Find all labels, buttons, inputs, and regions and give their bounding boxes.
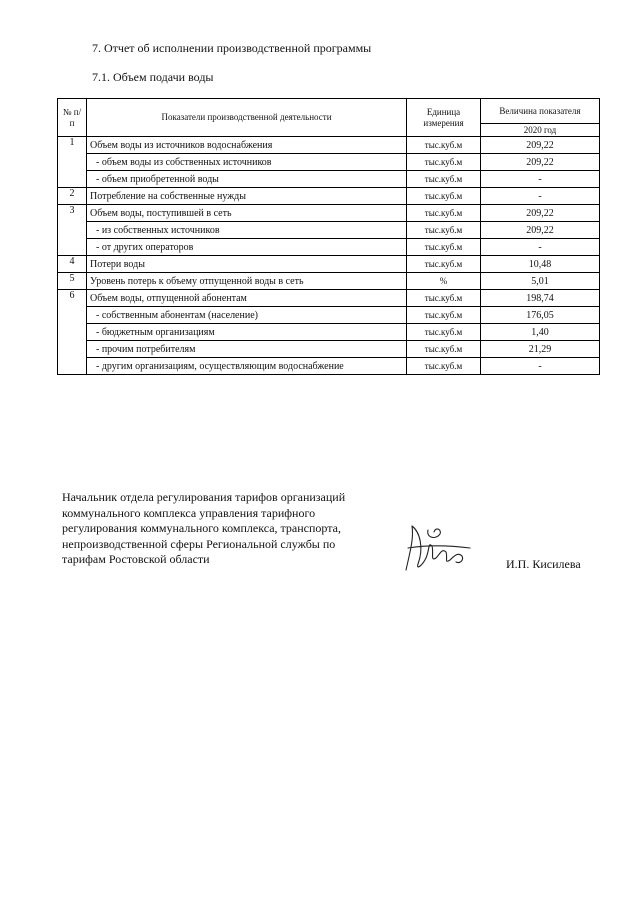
unit-cell: тыс.куб.м xyxy=(407,171,481,188)
indicator-name: - из собственных источников xyxy=(87,222,407,239)
indicator-name: Объем воды, отпущенной абонентам xyxy=(87,290,407,307)
value-cell: 176,05 xyxy=(481,307,600,324)
indicator-name: - объем приобретенной воды xyxy=(87,171,407,188)
row-number: 5 xyxy=(58,273,87,290)
signer-name: И.П. Кисилева xyxy=(506,557,581,571)
table-row xyxy=(58,137,600,154)
header-year: 2020 год xyxy=(481,124,600,137)
value-cell: 1,40 xyxy=(481,324,600,341)
position-line: регулирования коммунального комплекса, транспорта, xyxy=(62,521,341,535)
table-row xyxy=(58,307,600,324)
table-body xyxy=(58,137,600,375)
table-row xyxy=(58,256,600,273)
value-cell: 209,22 xyxy=(481,154,600,171)
unit-cell: тыс.куб.м xyxy=(407,239,481,256)
value-cell: 10,48 xyxy=(481,256,600,273)
unit-cell: тыс.куб.м xyxy=(407,188,481,205)
indicator-name: Уровень потерь к объему отпущенной воды в сеть xyxy=(87,273,407,290)
table-row xyxy=(58,222,600,239)
table-row xyxy=(58,171,600,188)
indicator-name: - объем воды из собственных источников xyxy=(87,154,407,171)
value-cell: 209,22 xyxy=(481,222,600,239)
value-cell: 198,74 xyxy=(481,290,600,307)
unit-cell: тыс.куб.м xyxy=(407,137,481,154)
table-row xyxy=(58,358,600,375)
unit-cell: тыс.куб.м xyxy=(407,341,481,358)
table-row xyxy=(58,239,600,256)
unit-cell: тыс.куб.м xyxy=(407,222,481,239)
value-cell: 21,29 xyxy=(481,341,600,358)
table-row xyxy=(58,205,600,222)
position-line: непроизводственной сферы Региональной службы по xyxy=(62,536,336,551)
indicator-name: Объем воды, поступившей в сеть xyxy=(87,205,407,222)
indicator-name: Потребление на собственные нужды xyxy=(87,188,407,205)
header-unit: Единица измерения xyxy=(407,99,481,137)
subsection-title: 7.1. Объем подачи воды xyxy=(92,70,214,84)
indicator-name: - собственным абонентам (население) xyxy=(87,307,407,324)
position-line: тарифам Ростовской области xyxy=(62,552,210,566)
header-indicator: Показатели производственной деятельности xyxy=(87,99,407,137)
unit-cell: тыс.куб.м xyxy=(407,256,481,273)
table-row xyxy=(58,324,600,341)
position-line: коммунального комплекса управления тарифного xyxy=(62,505,316,520)
table-row xyxy=(58,273,600,290)
indicator-name: - другим организациям, осуществляющим водоснабжение xyxy=(87,358,407,375)
row-number: 2 xyxy=(58,188,87,205)
value-cell: - xyxy=(481,239,600,256)
unit-cell: тыс.куб.м xyxy=(407,358,481,375)
indicator-name: - бюджетным организациям xyxy=(87,324,407,341)
unit-cell: % xyxy=(407,273,481,290)
value-cell: 209,22 xyxy=(481,205,600,222)
value-cell: - xyxy=(481,171,600,188)
indicator-name: Потери воды xyxy=(87,256,407,273)
water-supply-table xyxy=(57,98,600,375)
unit-cell: тыс.куб.м xyxy=(407,205,481,222)
indicator-name: - прочим потребителям xyxy=(87,341,407,358)
signatory-position xyxy=(62,490,382,568)
header-value: Величина показателя xyxy=(481,99,600,124)
table-row xyxy=(58,290,600,307)
row-number: 6 xyxy=(58,290,87,375)
header-num: № п/п xyxy=(58,99,87,137)
indicator-name: - от других операторов xyxy=(87,239,407,256)
value-cell: 5,01 xyxy=(481,273,600,290)
unit-cell: тыс.куб.м xyxy=(407,154,481,171)
table-row xyxy=(58,188,600,205)
handwritten-signature xyxy=(400,518,480,578)
position-line: Начальник отдела регулирования тарифов организаций xyxy=(62,490,346,504)
row-number: 4 xyxy=(58,256,87,273)
value-cell: - xyxy=(481,358,600,375)
unit-cell: тыс.куб.м xyxy=(407,290,481,307)
value-cell: - xyxy=(481,188,600,205)
unit-cell: тыс.куб.м xyxy=(407,307,481,324)
unit-cell: тыс.куб.м xyxy=(407,324,481,341)
section-title: 7. Отчет об исполнении производственной программы xyxy=(92,41,372,55)
value-cell: 209,22 xyxy=(481,137,600,154)
row-number: 3 xyxy=(58,205,87,256)
row-number: 1 xyxy=(58,137,87,188)
table-row xyxy=(58,341,600,358)
table-row xyxy=(58,154,600,171)
indicator-name: Объем воды из источников водоснабжения xyxy=(87,137,407,154)
